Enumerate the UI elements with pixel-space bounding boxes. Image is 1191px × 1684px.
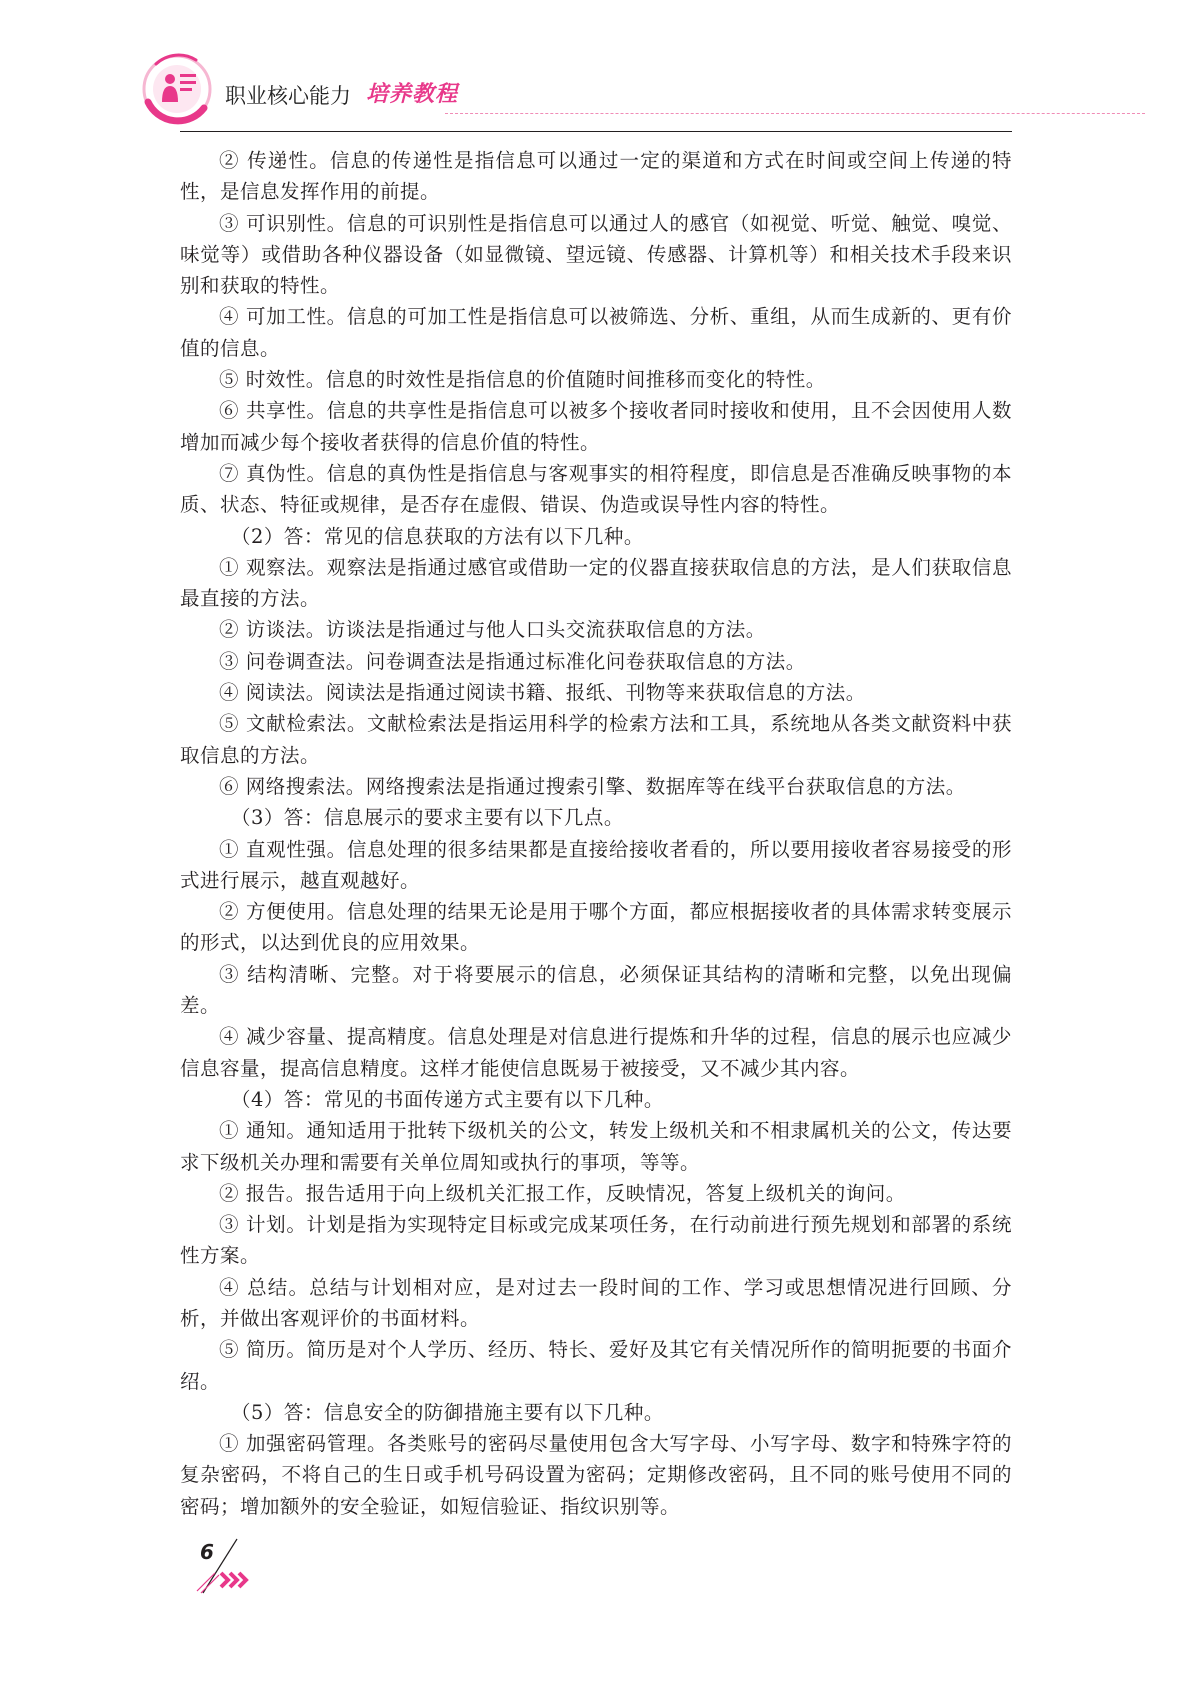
answer-heading: （3）答：信息展示的要求主要有以下几点。	[231, 806, 624, 830]
header-dashed-line	[445, 113, 1145, 114]
paragraph: ④ 阅读法。阅读法是指通过阅读书籍、报纸、刊物等来获取信息的方法。	[219, 681, 866, 705]
paragraph: ⑦ 真伪性。信息的真伪性是指信息与客观事实的相符程度，即信息是否准确反映事物的本质、状态、特征或规律，是否存在虚假、错误、伪造或误导性内容的特性。	[180, 461, 1012, 517]
paragraph: ④ 总结。总结与计划相对应，是对过去一段时间的工作、学习或思想情况进行回顾、分析，并做出客观评价的书面材料。	[180, 1275, 1012, 1330]
paragraph: ③ 计划。计划是指为实现特定目标或完成某项任务，在行动前进行预先规划和部署的系统性方案。	[180, 1213, 1012, 1268]
paragraph: ③ 问卷调查法。问卷调查法是指通过标准化问卷获取信息的方法。	[219, 649, 806, 673]
paragraph: ① 直观性强。信息处理的很多结果都是直接给接收者看的，所以要用接收者容易接受的形式进行展示，越直观越好。	[180, 837, 1012, 892]
book-title-accent: 培养教程	[366, 82, 459, 107]
paragraph: ⑤ 时效性。信息的时效性是指信息的价值随时间推移而变化的特性。	[219, 368, 826, 392]
paragraph: ③ 结构清晰、完整。对于将要展示的信息，必须保证其结构的清晰和完整，以免出现偏差。	[180, 962, 1012, 1018]
answer-heading: （5）答：信息安全的防御措施主要有以下几种。	[231, 1400, 664, 1424]
paragraph: ③ 可识别性。信息的可识别性是指信息可以通过人的感官（如视觉、听觉、触觉、嗅觉、味觉等）或借助各种仪器设备（如显微镜、望远镜、传感器、计算机等）和相关技术手段来识别和获取的特性。	[180, 211, 1012, 298]
answer-heading: （2）答：常见的信息获取的方法有以下几种。	[231, 524, 644, 548]
book-title: 职业核心能力	[225, 84, 351, 108]
paragraph: ① 通知。通知适用于批转下级机关的公文，转发上级机关和不相隶属机关的公文，传达要求下级机关办理和需要有关单位周知或执行的事项，等等。	[180, 1119, 1012, 1174]
paragraph: ⑥ 共享性。信息的共享性是指信息可以被多个接收者同时接收和使用，且不会因使用人数增加而减少每个接收者获得的信息价值的特性。	[180, 399, 1012, 454]
header-rule	[180, 131, 1012, 132]
paragraph: ⑤ 简历。简历是对个人学历、经历、特长、爱好及其它有关情况所作的简明扼要的书面介绍。	[180, 1338, 1012, 1393]
paragraph: ② 方便使用。信息处理的结果无论是用于哪个方面，都应根据接收者的具体需求转变展示的形式，以达到优良的应用效果。	[180, 900, 1012, 955]
paragraph: ② 传递性。信息的传递性是指信息可以通过一定的渠道和方式在时间或空间上传递的特性，是信息发挥作用的前提。	[180, 149, 1012, 204]
paragraph: ④ 减少容量、提高精度。信息处理是对信息进行提炼和升华的过程，信息的展示也应减少信息容量，提高信息精度。这样才能使信息既易于被接受，又不减少其内容。	[180, 1025, 1012, 1080]
paragraph: ② 报告。报告适用于向上级机关汇报工作，反映情况，答复上级机关的询问。	[219, 1181, 906, 1205]
paragraph: ② 访谈法。访谈法是指通过与他人口头交流获取信息的方法。	[219, 618, 766, 642]
paragraph: ① 加强密码管理。各类账号的密码尽量使用包含大写字母、小写字母、数字和特殊字符的复杂密码，不将自己的生日或手机号码设置为密码；定期修改密码，且不同的账号使用不同的密码；增加额外的安全验证，如短信验证、指纹识别等。	[180, 1432, 1012, 1518]
paragraph: ⑤ 文献检索法。文献检索法是指运用科学的检索方法和工具，系统地从各类文献资料中获取信息的方法。	[180, 712, 1012, 767]
paragraph: ⑥ 网络搜索法。网络搜索法是指通过搜索引擎、数据库等在线平台获取信息的方法。	[219, 774, 966, 798]
answer-heading: （4）答：常见的书面传递方式主要有以下几种。	[231, 1087, 664, 1111]
paragraph: ① 观察法。观察法是指通过感官或借助一定的仪器直接获取信息的方法，是人们获取信息最直接的方法。	[180, 555, 1012, 611]
page-body	[180, 145, 1012, 1522]
paragraph: ④ 可加工性。信息的可加工性是指信息可以被筛选、分析、重组，从而生成新的、更有价值的信息。	[180, 305, 1012, 360]
page-number: 6	[200, 1540, 214, 1564]
teacher-logo-icon	[138, 50, 216, 128]
